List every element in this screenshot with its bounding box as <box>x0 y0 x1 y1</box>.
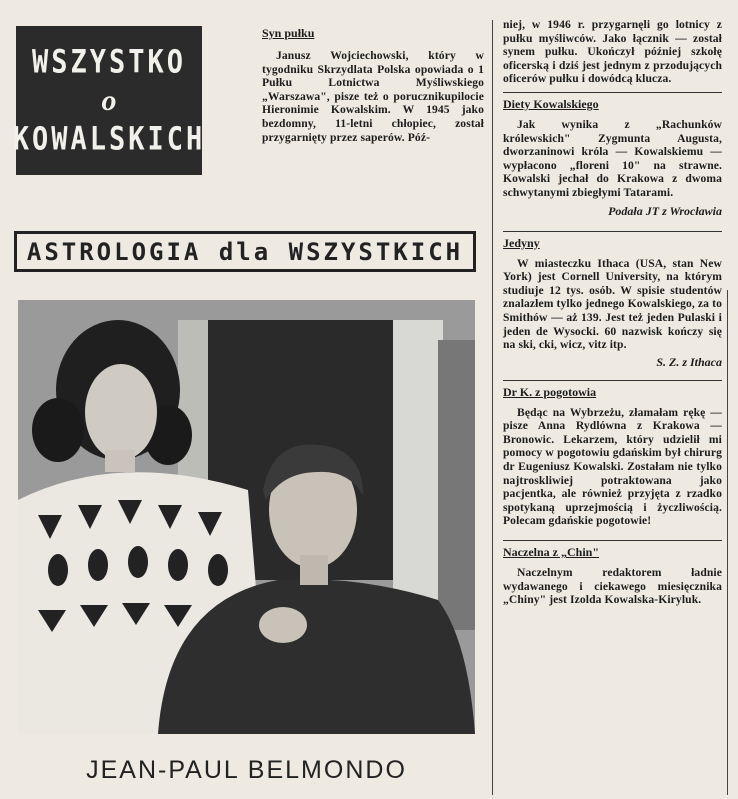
syn-pulku-text-part2: niej, w 1946 r. przygarnęli go lotnicy z pułku myśliwców. Jako łącznik — został synem pułku. Ukończył później szkołę oficerską i dziś jest jednym z przodujących oficerów pułku i dowódcą klucza. <box>503 18 722 86</box>
syn-pulku-text-part1: Janusz Wojciechowski, który w tygodniku Skrzydlata Polska opowiada o 1 Pułku Lotnictwa Myśliwskiego „Warszawa", pisze też o porucznikupilocie Hieronimie Kowalskim. W 1945 jako bezdomny, 11-letni chłopiec, został przygarnięty przez saperów. Póź- <box>262 49 484 144</box>
section-title-syn-pulku: Syn pułku <box>262 26 315 40</box>
section-title-dr-k: Dr K. z pogotowia <box>503 384 597 399</box>
diety-text: Jak wynika z „Rachunków królewskich" Zygmunta Augusta, dworzaninowi króla — Kowalskiemu — wypłacono „floreni 10" na strawne. Kowalski jechał do Krakowa z dwoma schwytanymi zbiegłymi Tatarami. <box>503 117 722 199</box>
right-column <box>503 18 722 607</box>
photo-illustration <box>18 300 475 734</box>
section-title-diety: Diety Kowalskiego <box>503 96 599 111</box>
header-line-2: o <box>101 83 117 117</box>
section-title-jedyny: Jedyny <box>503 235 540 250</box>
series-header-box <box>12 26 206 175</box>
astrologia-title: ASTROLOGIA dla WSZYSTKICH <box>14 231 476 272</box>
header-line-1: WSZYSTKO <box>31 43 187 81</box>
belmondo-photo <box>18 300 475 734</box>
jedyny-text: W miasteczku Ithaca (USA, stan New York) jest Cornell University, na którym studiuje 12 tys. osób. W spisie studentów znalazłem tylko jednego Kowalskiego, za to Smithów — aż 139. Jest też jeden Pulaski i jeden de Wysocki. 60 nazwisk kończy się na ski, cki, wicz, vitz itp. <box>503 256 722 352</box>
photo-caption: JEAN-PAUL BELMONDO <box>86 756 407 784</box>
right-edge-rule <box>727 290 728 795</box>
section-diety <box>503 92 722 219</box>
section-naczelna <box>503 540 722 607</box>
section-dr-k <box>503 380 722 528</box>
middle-column <box>262 26 484 144</box>
dr-k-text: Będąc na Wybrzeżu, złamałam rękę — pisze Anna Rydlówna z Krakowa — Bronowic. Lekarzem, który udzielił mi pomocy w pogotowiu gdańskim był chirurg dr Eugeniusz Kowalski. Zostałam nie tylko najtroskliwiej potraktowana jako pacjentka, ale również przyjęta z rzadko spotykaną uprzejmością i życzliwością. Polecam gdańskie pogotowie! <box>503 405 722 528</box>
diety-signature: Podała JT z Wrocławia <box>608 203 722 218</box>
jedyny-signature: S. Z. z Ithaca <box>656 354 722 369</box>
section-jedyny <box>503 231 722 370</box>
header-line-3: KOWALSKICH <box>12 120 206 158</box>
section-title-naczelna: Naczelna z „Chin" <box>503 545 599 560</box>
column-rule <box>492 20 493 795</box>
naczelna-text: Naczelnym redaktorem ładnie wydawanego i ciekawego miesięcznika „Chiny" jest Izolda Kowalska-Kiryluk. <box>503 566 722 607</box>
